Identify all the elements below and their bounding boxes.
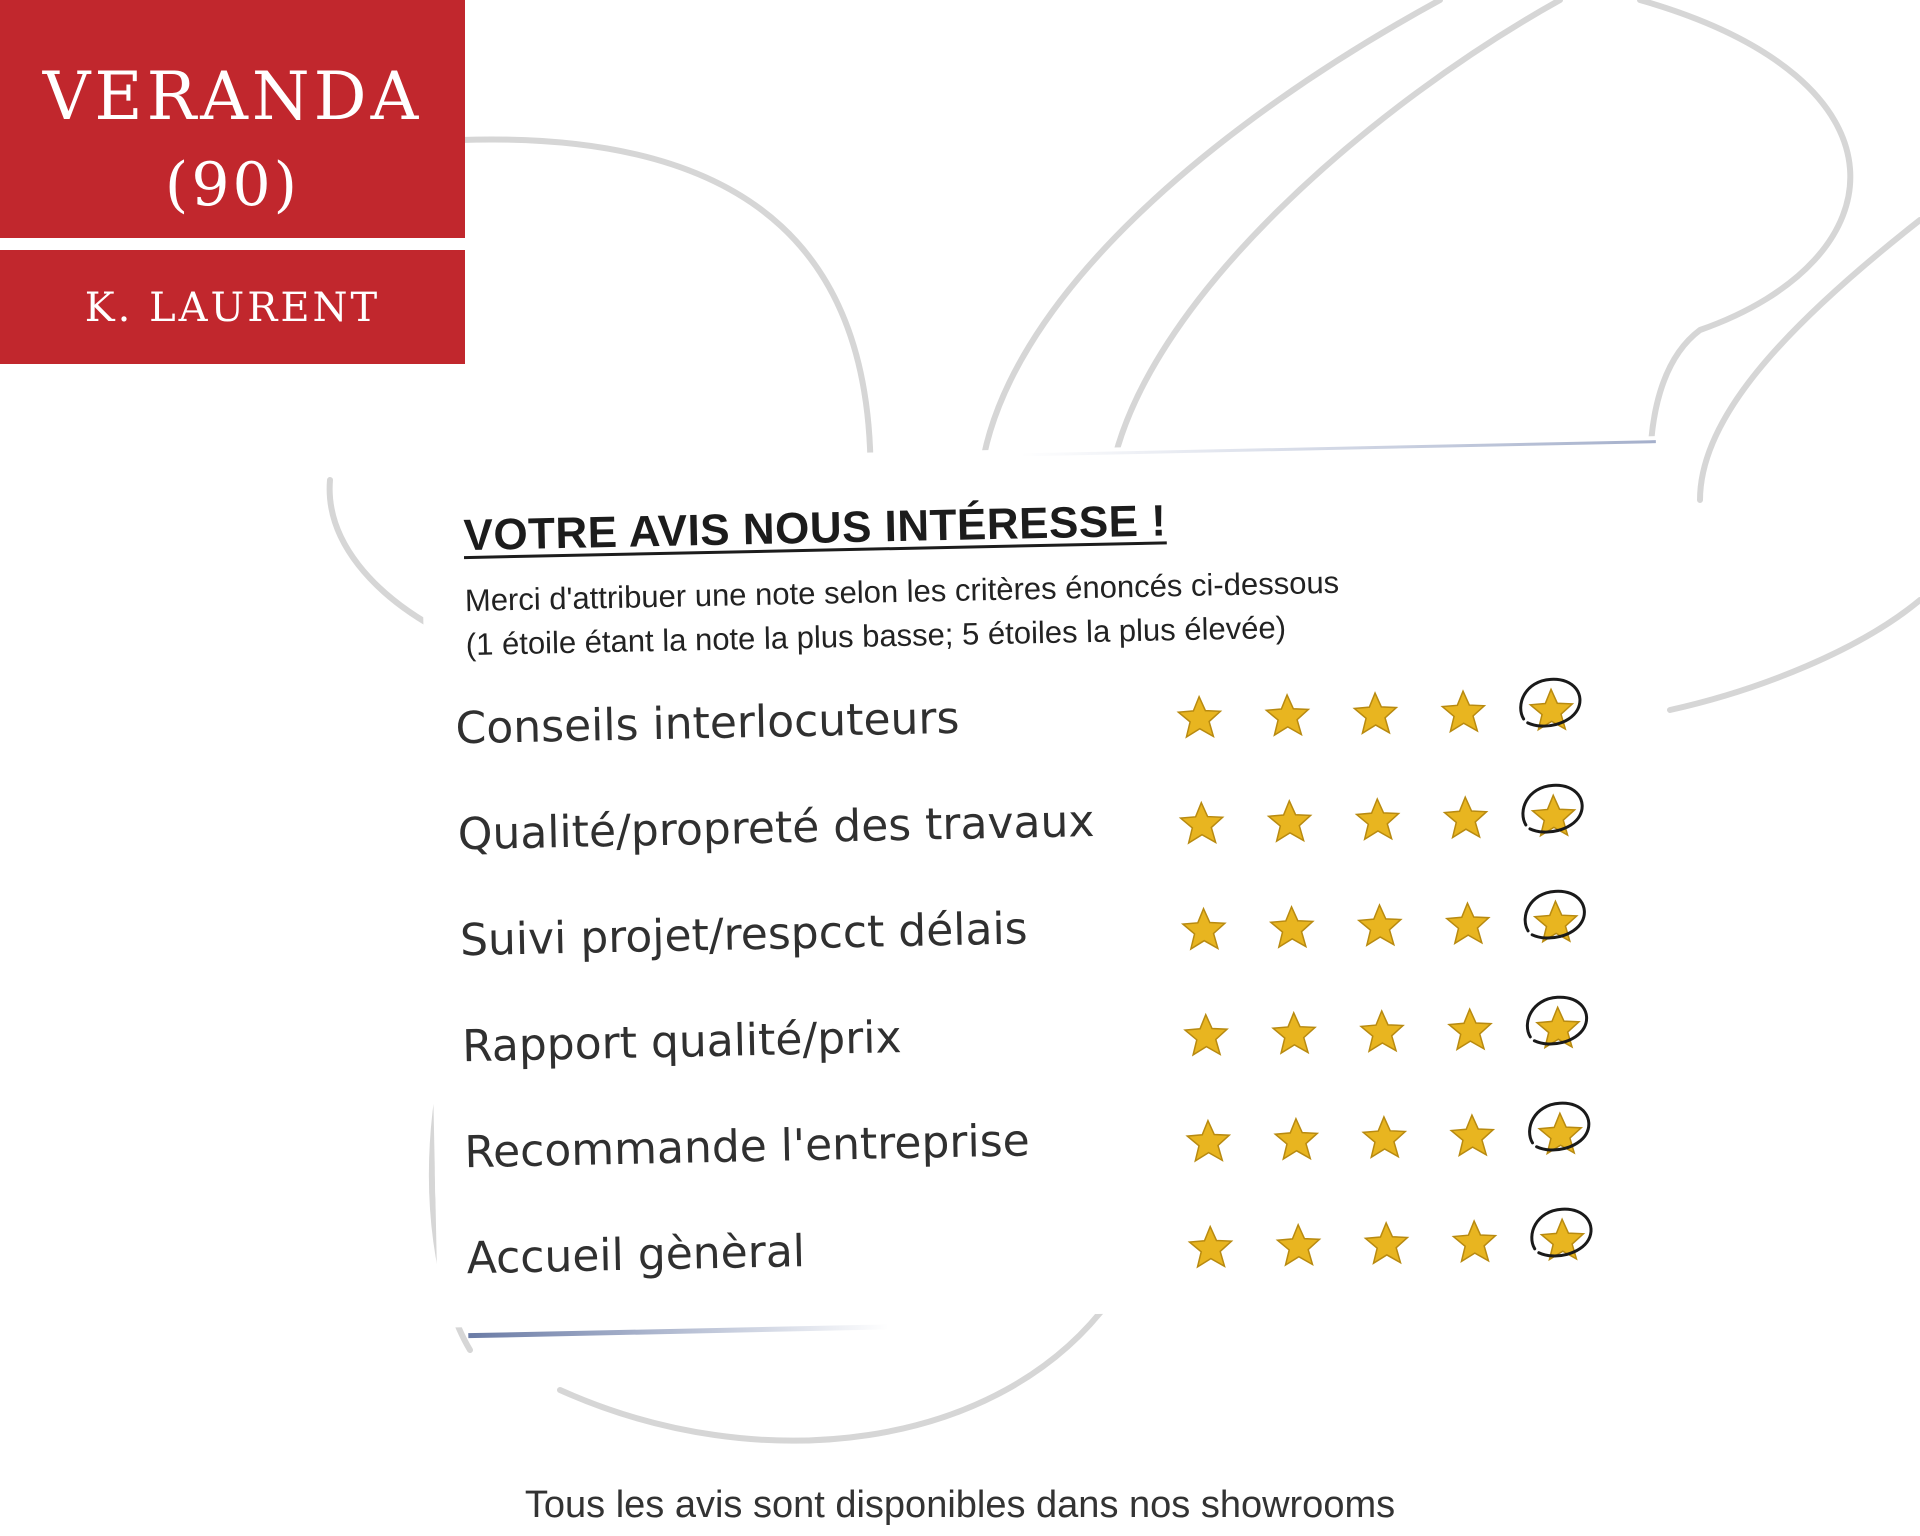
star-icon [1267, 903, 1316, 952]
star-rating [1175, 667, 1607, 766]
star-icon [1538, 1216, 1587, 1265]
star-icon [1179, 905, 1228, 954]
star-icon [1362, 1219, 1411, 1268]
criterion-label: Rapport qualité/prix [461, 1012, 903, 1073]
star-icon [1177, 799, 1226, 848]
author-badge [0, 250, 465, 364]
star-icon [1263, 691, 1312, 740]
title-badge [0, 0, 465, 238]
star-icon [1531, 898, 1580, 947]
star-icon [1182, 1011, 1231, 1060]
star-rating [1179, 879, 1611, 978]
criterion-label: Qualité/propreté des travaux [457, 795, 1095, 861]
star-icon [1274, 1221, 1323, 1270]
star-icon [1270, 1009, 1319, 1058]
star-icon [1441, 794, 1490, 843]
star-icon [1272, 1115, 1321, 1164]
star-rating [1186, 1197, 1618, 1296]
instruction-line-1: Merci d'attribuer une note selon les critères énoncés ci-dessous [464, 564, 1340, 619]
star-icon [1534, 1004, 1583, 1053]
badge-title: VERANDA [42, 58, 423, 135]
star-icon [1358, 1007, 1407, 1056]
criterion-label: Suivi projet/respcct délais [459, 903, 1029, 967]
criterion-label: Conseils interlocuteurs [455, 692, 960, 755]
criterion-label: Accueil gènèral [466, 1226, 806, 1285]
star-icon [1446, 1006, 1495, 1055]
survey-title: VOTRE AVIS NOUS INTÉRESSE ! [463, 496, 1167, 561]
star-icon [1450, 1218, 1499, 1267]
star-icon [1353, 796, 1402, 845]
star-icon [1360, 1113, 1409, 1162]
star-icon [1351, 690, 1400, 739]
star-rating [1177, 773, 1609, 872]
badge-author: K. LAURENT [84, 285, 381, 331]
star-icon [1184, 1117, 1233, 1166]
star-icon [1439, 688, 1488, 737]
criteria-list [455, 664, 1668, 1325]
star-icon [1265, 797, 1314, 846]
star-rating [1181, 985, 1613, 1084]
star-icon [1443, 900, 1492, 949]
review-card [420, 436, 1674, 1328]
star-icon [1529, 792, 1578, 841]
footer-note: Tous les avis sont disponibles dans nos showrooms [524, 1484, 1396, 1526]
badge-subtitle: (90) [164, 150, 301, 220]
star-icon [1536, 1110, 1585, 1159]
star-icon [1175, 693, 1224, 742]
star-icon [1355, 902, 1404, 951]
instruction-line-2: (1 étoile étant la note la plus basse; 5 étoiles la plus élevée) [465, 609, 1287, 663]
star-icon [1448, 1112, 1497, 1161]
criterion-label: Recommande l'entreprise [463, 1115, 1031, 1179]
survey-instructions [464, 561, 1340, 667]
star-icon [1186, 1223, 1235, 1272]
star-rating [1184, 1091, 1616, 1190]
star-icon [1527, 686, 1576, 735]
